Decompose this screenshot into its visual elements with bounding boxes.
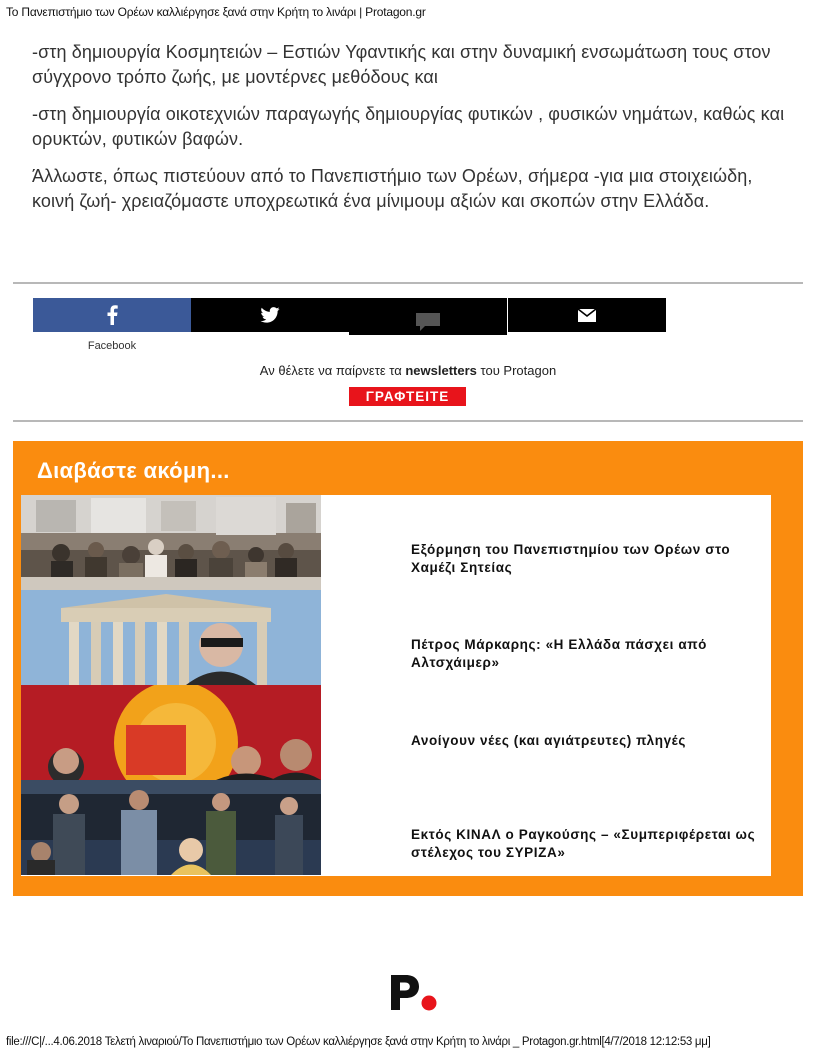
share-bar (33, 298, 666, 334)
subscribe-button[interactable]: ΓΡΑΦΤΕΙΤΕ (349, 387, 466, 406)
article-thumbnail[interactable] (21, 590, 321, 685)
facebook-icon (106, 305, 118, 325)
protagon-logo[interactable] (389, 973, 439, 1013)
article-paragraph: Άλλωστε, όπως πιστεύουν από το Πανεπιστήμιο των Ορέων, σήμερα -για μια στοιχειώδη, κοινή ζωή- χρειαζόμαστε υποχρεωτικά ένα μίνιμουμ αξιών και σκοπών στην Ελλάδα. (32, 166, 753, 211)
divider (13, 282, 803, 284)
read-more-link[interactable]: Πέτρος Μάρκαρης: «Η Ελλάδα πάσχει από Αλτσχάιμερ» (411, 637, 708, 670)
newsletter-suffix: του Protagon (480, 363, 557, 378)
logo-dot (422, 996, 437, 1011)
article-body (32, 40, 792, 226)
list-item[interactable] (21, 780, 771, 875)
newsletter-prompt (0, 363, 816, 378)
read-more-list (21, 495, 771, 876)
email-share-button[interactable] (508, 298, 666, 332)
print-header: Το Πανεπιστήμιο των Ορέων καλλιέργησε ξανά στην Κρήτη το λινάρι | Protagon.gr (6, 5, 426, 19)
twitter-icon (260, 307, 280, 323)
twitter-share-button[interactable] (191, 298, 349, 332)
read-more-title: Διαβάστε ακόμη... (37, 458, 230, 483)
read-more-link[interactable]: Εξόρμηση του Πανεπιστημίου των Ορέων στο Χαμέζι Σητείας (411, 542, 731, 575)
article-thumbnail[interactable] (21, 495, 321, 590)
newsletter-prefix: Αν θέλετε να παίρνετε τα (259, 363, 402, 378)
article-thumbnail[interactable] (21, 780, 321, 875)
read-more-link[interactable]: Εκτός ΚΙΝΑΛ ο Ραγκούσης – «Συμπεριφέρεται ως στέλεχος του ΣΥΡΙΖΑ» (411, 827, 756, 860)
divider (13, 420, 803, 422)
comment-button[interactable] (349, 298, 507, 335)
email-icon (578, 309, 596, 322)
article-paragraph: -στη δημιουργία οικοτεχνιών παραγωγής δημιουργίας φυτικών , φυσικών νημάτων, καθώς και ορυκτών, φυτικών βαφών. (32, 104, 785, 149)
newsletter-bold: newsletters (405, 363, 477, 378)
read-more-box (13, 441, 803, 896)
list-item[interactable] (21, 495, 771, 590)
list-item[interactable] (21, 590, 771, 685)
comment-icon (416, 313, 440, 333)
article-thumbnail[interactable] (21, 685, 321, 780)
read-more-link[interactable]: Ανοίγουν νέες (και αγιάτρευτες) πληγές (411, 733, 686, 748)
facebook-label: Facebook (87, 340, 137, 352)
print-footer: file:///C|/...4.06.2018 Τελετή λιναριού/Το Πανεπιστήμιο των Ορέων καλλιέργησε ξανά στην Κρήτη το λινάρι _ Protagon.gr.html[4/7/2018 12:12:53 μμ] (6, 1036, 711, 1048)
facebook-share-button[interactable] (33, 298, 191, 332)
article-paragraph: -στη δημιουργία Κοσμητειών – Εστιών Υφαντικής και στην δυναμική ενσωμάτωση τους στον σύγχρονο τρόπο ζωής, με μοντέρνες μεθόδους και (32, 42, 771, 87)
list-item[interactable] (21, 685, 771, 780)
